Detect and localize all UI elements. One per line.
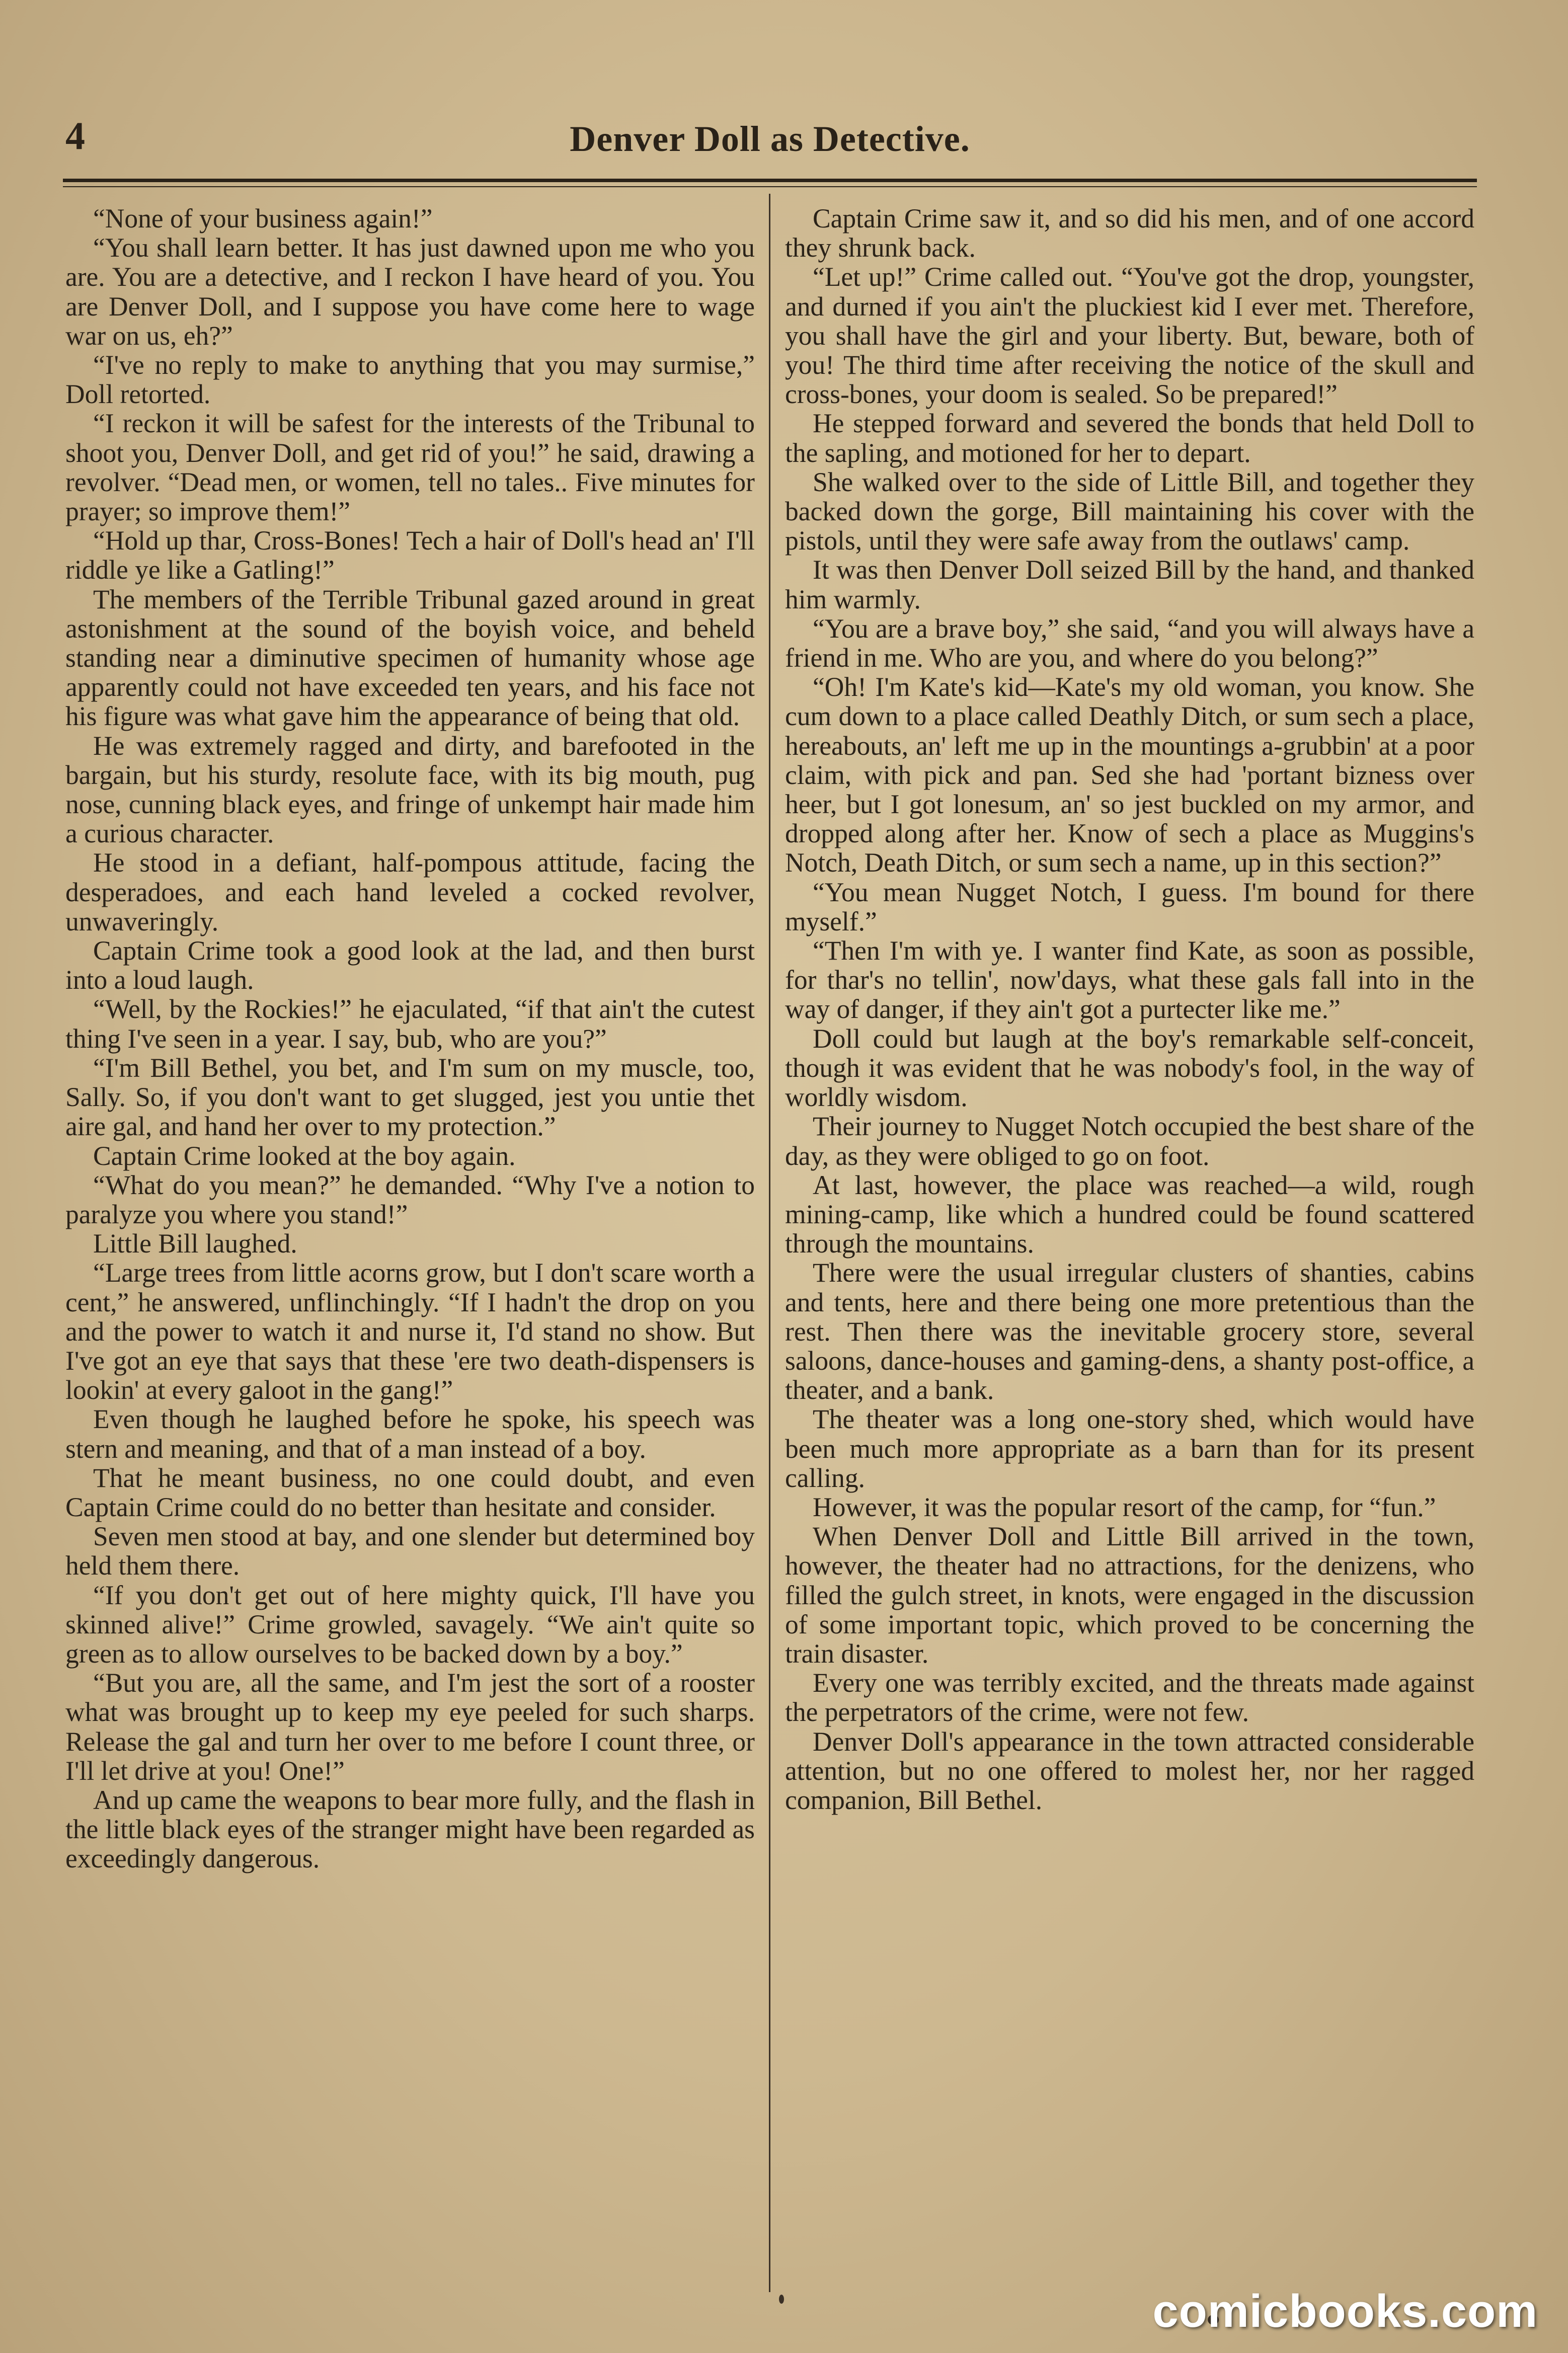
paragraph: “Hold up thar, Cross-Bones! Tech a hair of Doll's head an' I'll riddle ye like a Gatling!”	[65, 525, 755, 585]
paragraph: Their journey to Nugget Notch occupied the best share of the day, as they were obliged to go on foot.	[785, 1111, 1474, 1171]
paragraph: Even though he laughed before he spoke, his speech was stern and meaning, and that of a man instead of a boy.	[65, 1404, 755, 1464]
paragraph: He stepped forward and severed the bonds that held Doll to the sapling, and motioned for her to depart.	[785, 408, 1474, 468]
text-column-right	[785, 204, 1474, 1815]
paragraph: She walked over to the side of Little Bill, and together they backed down the gorge, Bill maintaining his cover with the pistols, until they were safe away from the outlaws' camp.	[785, 466, 1474, 556]
paragraph: The members of the Terrible Tribunal gazed around in great astonishment at the sound of the boyish voice, and beheld standing near a diminutive specimen of humanity whose age apparently could not have exceeded ten years, and his face not his figure was what gave him the appearance of being that old.	[65, 584, 755, 732]
paragraph: “Well, by the Rockies!” he ejaculated, “if that ain't the cutest thing I've seen in a year. I say, bub, who are you?”	[65, 994, 755, 1054]
paragraph: “Then I'm with ye. I wanter find Kate, as soon as possible, for thar's no tellin', now'days, what these gals fall into in the way of danger, if they ain't got a purtecter like me.”	[785, 935, 1474, 1025]
paragraph: “You are a brave boy,” she said, “and you will always have a friend in me. Who are you, and where do you belong?”	[785, 613, 1474, 673]
paragraph: Seven men stood at bay, and one slender but determined boy held them there.	[65, 1521, 755, 1581]
paragraph: And up came the weapons to bear more fully, and the flash in the little black eyes of the stranger might have been regarded as exceedingly dangerous.	[65, 1784, 755, 1874]
paragraph: He stood in a defiant, half-pompous attitude, facing the desperadoes, and each hand leveled a cocked revolver, unwaveringly.	[65, 847, 755, 936]
paragraph: However, it was the popular resort of the camp, for “fun.”	[813, 1492, 1436, 1522]
column-divider	[769, 194, 770, 2292]
page-number: 4	[65, 114, 85, 158]
paragraph: That he meant business, no one could doubt, and even Captain Crime could do no better than hesitate and consider.	[65, 1462, 755, 1522]
paragraph: It was then Denver Doll seized Bill by the hand, and thanked him warmly.	[785, 555, 1474, 614]
paragraph: At last, however, the place was reached—a wild, rough mining-camp, like which a hundred could be found scattered through the mountains.	[785, 1169, 1474, 1259]
paragraph: “Large trees from little acorns grow, but I don't scare worth a cent,” he answered, unflinchingly. “If I hadn't the drop on you and the power to watch it and nurse it, I'd stand no show. But I've got an eye that says that these 'ere two death-dispensers is lookin' at every galoot in the gang!”	[65, 1258, 755, 1405]
paragraph: “You mean Nugget Notch, I guess. I'm bound for there myself.”	[785, 877, 1474, 936]
paragraph: “If you don't get out of here mighty quick, I'll have you skinned alive!” Crime growled, savagely. “We ain't quite so green as to allow ourselves to be backed down by a boy.”	[65, 1580, 755, 1669]
paragraph: Every one was terribly excited, and the threats made against the perpetrators of the crime, were not few.	[785, 1668, 1474, 1728]
watermark: comicbooks.com	[1152, 2286, 1538, 2337]
paragraph: “Let up!” Crime called out. “You've got the drop, youngster, and durned if you ain't the pluckiest kid I ever met. Therefore, you shall have the girl and your liberty. But, beware, both of you! The third time after receiving the notice of the skull and cross-bones, your doom is sealed. So be prepared!”	[785, 262, 1474, 410]
paragraph: Little Bill laughed.	[93, 1228, 297, 1259]
paragraph: “What do you mean?” he demanded. “Why I've a notion to paralyze you where you stand!”	[65, 1169, 755, 1229]
paragraph: “But you are, all the same, and I'm jest the sort of a rooster what was brought up to keep my eye peeled for such sharps. Release the gal and turn her over to me before I count three, or I'll let drive at you! One!”	[65, 1668, 755, 1786]
ink-speck	[779, 2295, 784, 2304]
paragraph: Denver Doll's appearance in the town attracted considerable attention, but no one offered to molest her, nor her ragged companion, Bill Bethel.	[785, 1726, 1474, 1815]
paragraph: “I've no reply to make to anything that you may surmise,” Doll retorted.	[65, 350, 755, 410]
paragraph: “Oh! I'm Kate's kid—Kate's my old woman, you know. She cum down to a place called Deathly Ditch, or sum sech a place, hereabouts, an' left me up in the mountings a-grubbin' at a poor claim, with pick and pan. Sed she had 'portant bizness over heer, but I got lonesum, an' so jest buckled on my armor, and dropped along after her. Know of sech a place as Muggins's Notch, Death Ditch, or sum sech a name, up in this section?”	[785, 672, 1474, 878]
paragraph: He was extremely ragged and dirty, and barefooted in the bargain, but his sturdy, resolute face, with its big mouth, pug nose, cunning black eyes, and fringe of unkempt hair made him a curious character.	[65, 730, 755, 849]
paragraph: Captain Crime took a good look at the lad, and then burst into a loud laugh.	[65, 935, 755, 995]
paragraph: Captain Crime looked at the boy again.	[93, 1140, 516, 1171]
paragraph: Doll could but laugh at the boy's remarkable self-conceit, though it was evident that he was nobody's fool, in the way of worldly wisdom.	[785, 1023, 1474, 1113]
paragraph: “I reckon it will be safest for the interests of the Tribunal to shoot you, Denver Doll, and get rid of you!” he said, drawing a revolver. “Dead men, or women, tell no tales.. Five minutes for prayer; so improve them!”	[65, 408, 755, 527]
paragraph: There were the usual irregular clusters of shanties, cabins and tents, here and there being one more pretentious than the rest. Then there was the inevitable grocery store, several saloons, dance-houses and gaming-dens, a shanty post-office, a theater, and a bank.	[785, 1258, 1474, 1405]
paragraph: “You shall learn better. It has just dawned upon me who you are. You are a detective, and I reckon I have heard of you. You are Denver Doll, and I suppose you have come here to wage war on us, eh?”	[65, 232, 755, 351]
paragraph: The theater was a long one-story shed, which would have been much more appropriate as a barn than for its present calling.	[785, 1404, 1474, 1493]
text-column-left	[65, 204, 755, 1873]
paragraph: “None of your business again!”	[93, 203, 433, 233]
header-rule-thin	[63, 186, 1477, 187]
page-header	[65, 113, 1474, 174]
header-rule	[63, 179, 1477, 182]
paragraph: When Denver Doll and Little Bill arrived in the town, however, the theater had no attractions, for the denizens, who filled the gulch street, in knots, were engaged in the discussion of some important topic, which proved to be concerning the train disaster.	[785, 1521, 1474, 1669]
paragraph: Captain Crime saw it, and so did his men, and of one accord they shrunk back.	[785, 203, 1474, 263]
running-title: Denver Doll as Detective.	[570, 119, 970, 159]
paragraph: “I'm Bill Bethel, you bet, and I'm sum on my muscle, too, Sally. So, if you don't want to get slugged, jest you untie thet aire gal, and hand her over to my protection.”	[65, 1052, 755, 1142]
